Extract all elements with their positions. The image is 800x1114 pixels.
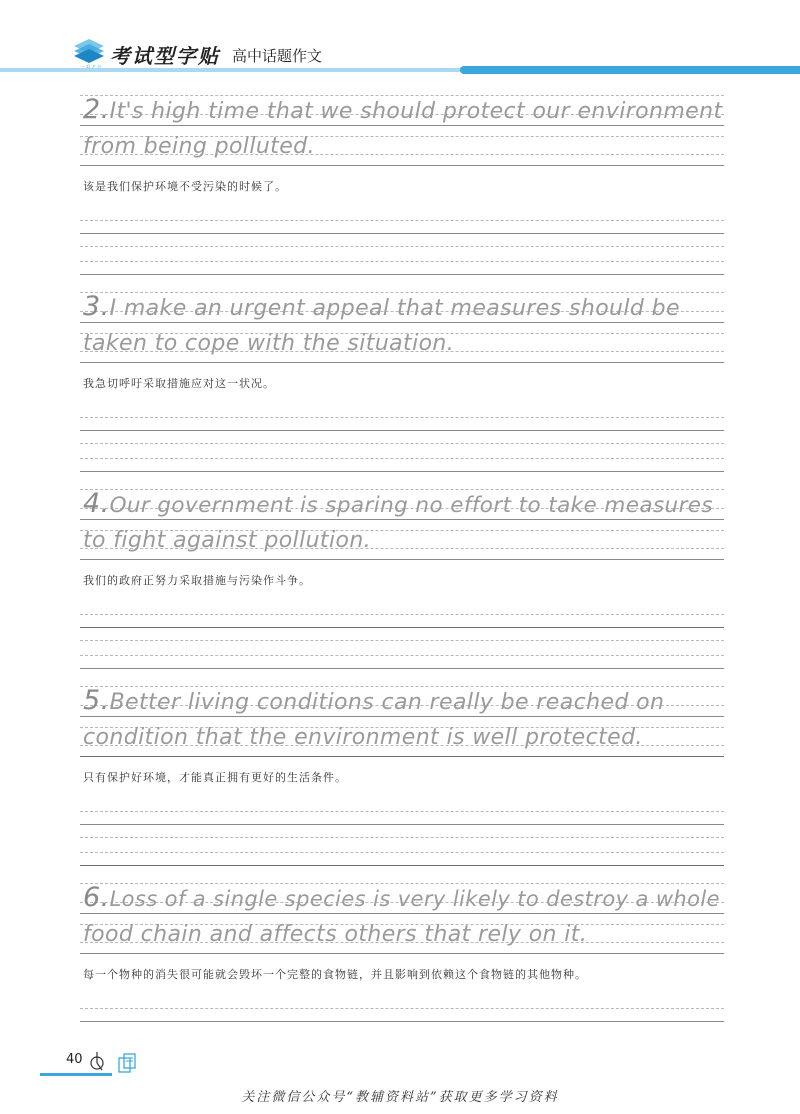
sentence-number: 3. — [83, 291, 110, 322]
section-title: 高中话题作文 — [232, 47, 323, 65]
footer-accent-bar — [40, 1073, 112, 1076]
chinese-translation: 只有保护好环境，才能真正拥有更好的生活条件。 — [83, 771, 347, 784]
sentence-number: 5. — [83, 685, 110, 716]
chinese-translation: 该是我们保护环境不受污染的时候了。 — [83, 180, 287, 193]
page-number: 40 — [66, 1052, 83, 1067]
book-icon — [117, 1052, 139, 1076]
book-stack-logo-icon — [72, 36, 106, 66]
compass-pen-icon — [86, 1050, 108, 1072]
sentence-line-1: 4.Our government is sparing no effort to take measures — [83, 488, 714, 519]
sentence-line-1: 3.I make an urgent appeal that measures should be — [83, 291, 680, 322]
sentence-line-1: 2.It's high time that we should protect our environment — [83, 94, 723, 125]
sentence-line-1: 5.Better living conditions can really be reached on — [83, 685, 665, 716]
sentence-number: 4. — [83, 488, 110, 519]
sentence-line-2: food chain and affects others that rely on it. — [83, 922, 588, 947]
chinese-translation: 每一个物种的消失很可能就会毁坏一个完整的食物链，并且影响到依赖这个食物链的其他物种。 — [83, 968, 587, 981]
page-header — [0, 0, 800, 80]
brand-title: 考试型字贴 — [110, 44, 220, 68]
sentence-number: 2. — [83, 94, 110, 125]
sentence-number: 6. — [83, 882, 110, 913]
sentence-line-2: taken to cope with the situation. — [83, 331, 455, 356]
sentence-line-2: condition that the environment is well protected. — [83, 725, 643, 750]
header-accent-bar — [460, 66, 800, 74]
sentence-line-2: from being polluted. — [83, 134, 315, 159]
sentence-line-1: 6.Loss of a single species is very likely to destroy a whole — [83, 882, 720, 913]
sentence-line-2: to fight against pollution. — [83, 528, 372, 553]
chinese-translation: 我急切呼吁采取措施应对这一状况。 — [83, 377, 275, 390]
chinese-translation: 我们的政府正努力采取措施与污染作斗争。 — [83, 574, 311, 587]
footer-note: 关注微信公众号“教辅资料站”获取更多学习资料 — [241, 1090, 559, 1105]
